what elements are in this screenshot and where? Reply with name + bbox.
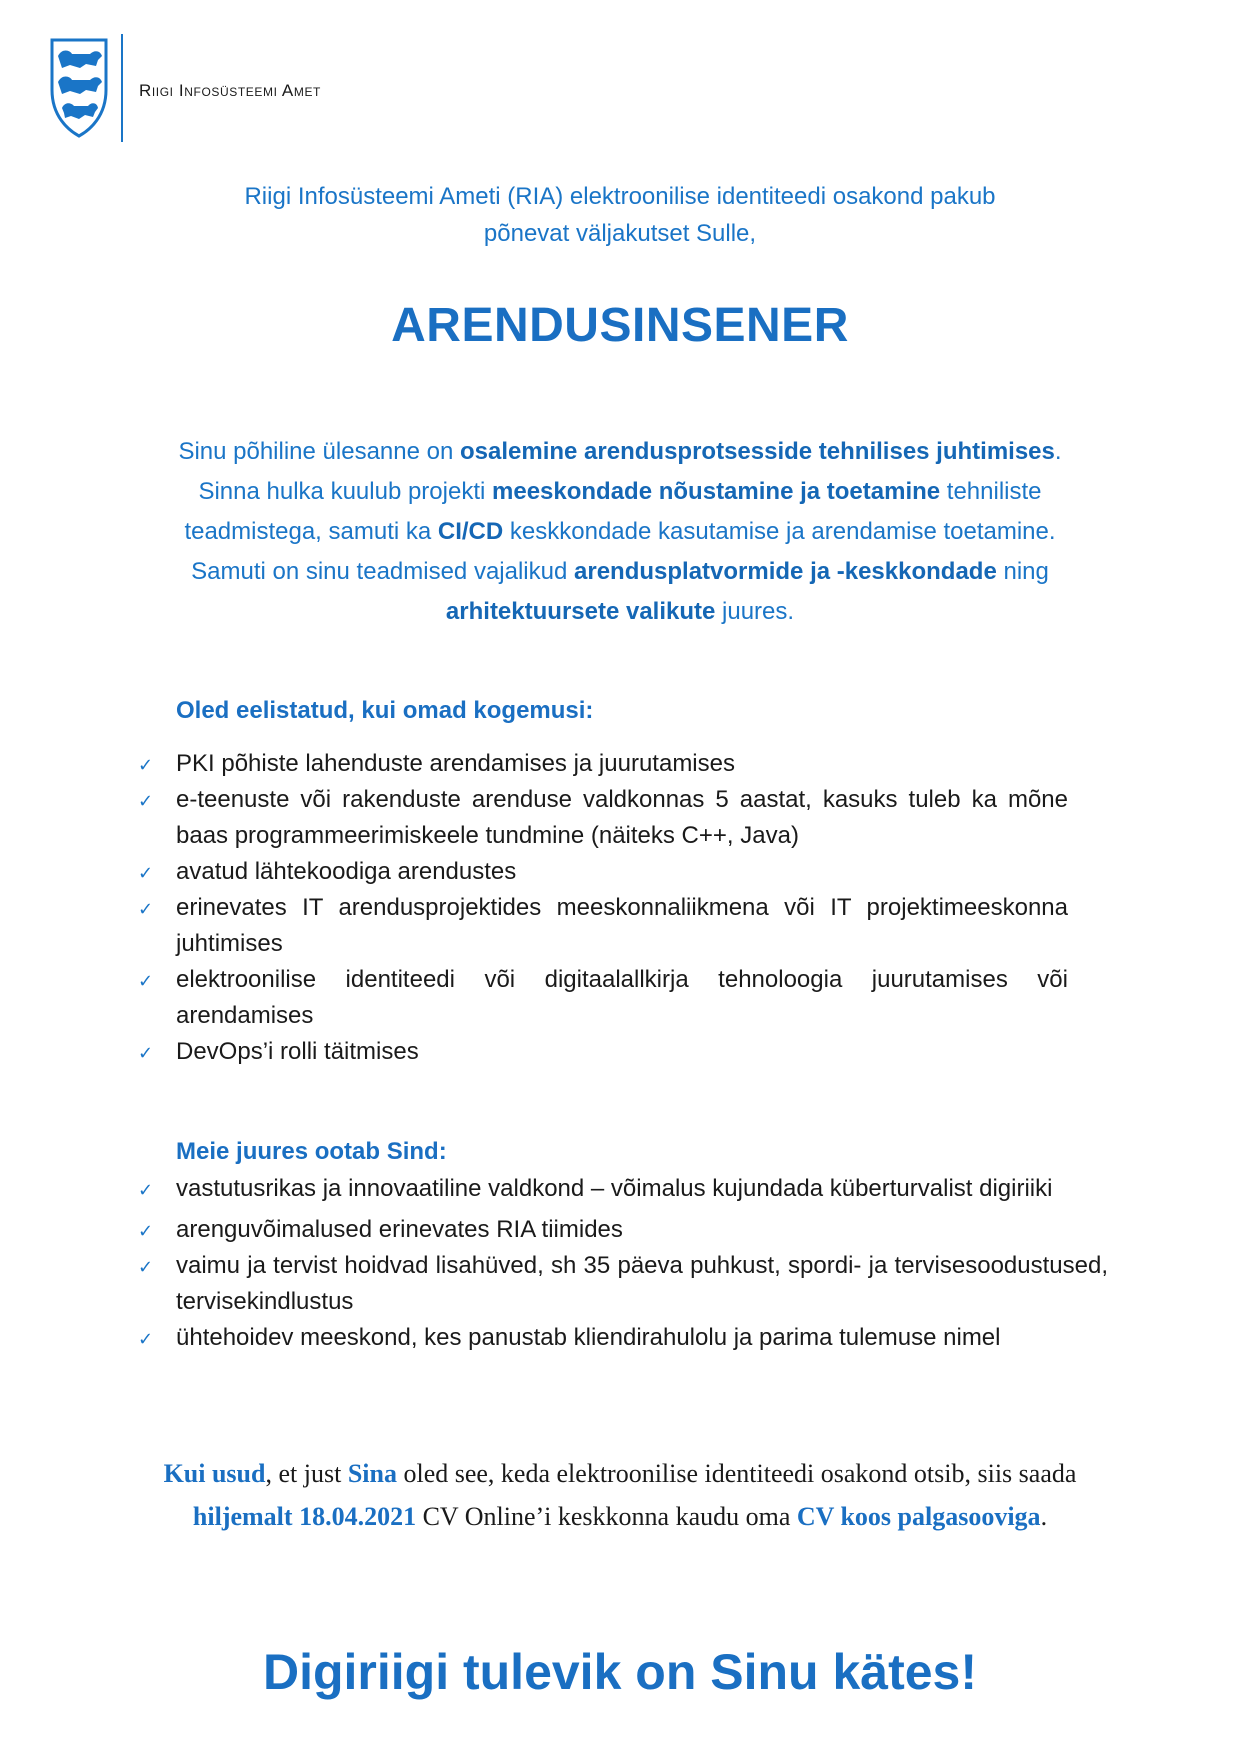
list-item — [138, 1212, 1108, 1248]
application-text — [160, 1452, 1080, 1538]
apply-segment: oled see, keda elektroonilise identiteedi osakond otsib, siis saada — [396, 1459, 1077, 1488]
description-segment: osalemine arendusprotsesside tehnilises juhtimises — [460, 438, 1055, 465]
description-segment: . Sinna hulka kuulub projekti — [198, 438, 1062, 505]
preferred-heading: Oled eelistatud, kui omad kogemusi: — [176, 697, 594, 724]
list-item-text: PKI põhiste lahenduste arendamises ja juurutamises — [176, 750, 735, 777]
checkmark-icon: ✓ — [138, 1180, 154, 1200]
description-segment: arhitektuursete valikute — [445, 598, 716, 625]
organization-name: Riigi Infosüsteemi Amet — [139, 81, 321, 100]
list-item — [138, 1166, 1108, 1212]
offer-heading: Meie juures ootab Sind: — [176, 1138, 447, 1165]
list-item — [138, 1320, 1108, 1356]
header-divider — [121, 34, 123, 142]
description-segment: juures. — [715, 598, 795, 625]
checkmark-icon: ✓ — [138, 755, 154, 775]
description-segment: ning — [996, 558, 1049, 585]
list-item-text: elektroonilise identiteedi või digitaalallkirja tehnoloogia juurutamises või arendamises — [176, 966, 1068, 1029]
apply-segment: . — [1040, 1502, 1048, 1531]
list-item-text: vastutusrikas ja innovaatiline valdkond – võimalus kujundada küberturvalist digiriiki — [176, 1175, 1053, 1202]
description-segment: meeskondade nõustamine ja toetamine — [492, 478, 941, 505]
header — [50, 34, 321, 142]
description-segment: keskkondade kasutamise ja arendamise toetamine. Samuti on sinu teadmised vajalikud — [191, 518, 1056, 585]
apply-segment: hiljemalt 18.04.2021 — [192, 1502, 417, 1531]
offer-list — [138, 1166, 1108, 1356]
checkmark-icon: ✓ — [138, 791, 154, 811]
list-item-text: DevOps’i rolli täitmises — [176, 1038, 419, 1065]
description-segment: arendusplatvormide ja -keskkondade — [574, 558, 997, 585]
list-item-text: e-teenuste või rakenduste arenduse valdkonnas 5 aastat, kasuks tuleb ka mõne baas programmeerimiskeele tundmine (näiteks C++, Java) — [176, 786, 1068, 849]
intro-line-1: Riigi Infosüsteemi Ameti (RIA) elektroonilise identiteedi osakond pakub — [244, 183, 996, 210]
checkmark-icon: ✓ — [138, 1221, 154, 1241]
list-item-text: avatud lähtekoodiga arendustes — [176, 858, 517, 885]
intro-text — [160, 178, 1080, 252]
apply-segment: CV koos palgasooviga — [796, 1502, 1041, 1531]
list-item-text: arenguvõimalused erinevates RIA tiimides — [176, 1216, 623, 1243]
apply-segment: Kui usud — [163, 1459, 266, 1488]
slogan: Digiriigi tulevik on Sinu kätes! — [262, 1644, 977, 1700]
preferred-list — [138, 746, 1068, 1070]
description-segment: Sinu põhiline ülesanne on — [178, 438, 460, 465]
list-item — [138, 1034, 1068, 1070]
description-segment: CI/CD — [437, 518, 504, 545]
list-item — [138, 746, 1068, 782]
checkmark-icon: ✓ — [138, 1043, 154, 1063]
apply-segment: CV Online’i keskkonna kaudu oma — [416, 1502, 797, 1531]
apply-segment: Sina — [347, 1459, 397, 1488]
list-item — [138, 782, 1068, 854]
intro-line-2: põnevat väljakutset Sulle, — [483, 220, 757, 247]
coat-of-arms-logo-icon — [50, 38, 108, 138]
job-title: ARENDUSINSENER — [391, 299, 849, 352]
list-item-text: vaimu ja tervist hoidvad lisahüved, sh 35 päeva puhkust, spordi- ja tervisesoodustused, tervisekindlustus — [176, 1252, 1108, 1315]
checkmark-icon: ✓ — [138, 971, 154, 991]
list-item — [138, 854, 1068, 890]
description-segment: tehniliste teadmistega, samuti ka — [184, 478, 1042, 545]
checkmark-icon: ✓ — [138, 899, 154, 919]
checkmark-icon: ✓ — [138, 1257, 154, 1277]
checkmark-icon: ✓ — [138, 863, 154, 883]
list-item — [138, 1248, 1108, 1320]
list-item-text: erinevates IT arendusprojektides meeskonnaliikmena või IT projektimeeskonna juhtimises — [176, 894, 1068, 957]
list-item-text: ühtehoidev meeskond, kes panustab kliendirahulolu ja parima tulemuse nimel — [176, 1324, 1001, 1351]
apply-segment: , et just — [265, 1459, 348, 1488]
job-description — [160, 432, 1080, 632]
list-item — [138, 890, 1068, 962]
checkmark-icon: ✓ — [138, 1329, 154, 1349]
list-item — [138, 962, 1068, 1034]
